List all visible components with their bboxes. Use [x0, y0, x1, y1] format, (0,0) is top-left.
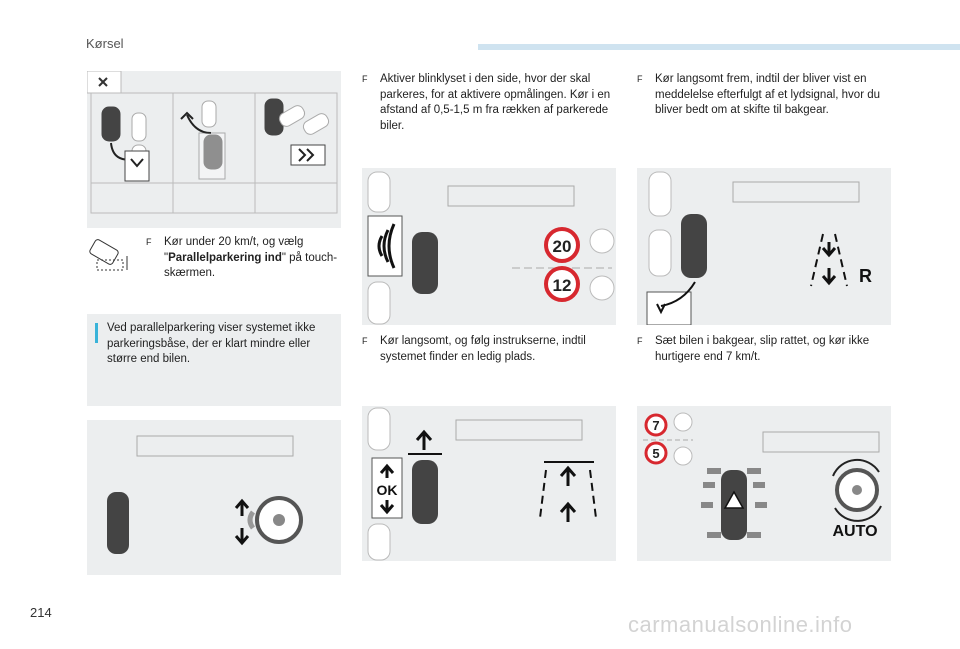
speed-value-5: 5 [652, 446, 660, 461]
step-drive-forward: F Kør langsomt frem, indtil der bliver vist en meddelelse efterfulgt af et lydsignal, hvor du bliver bedt om at skifte til bakgear. [637, 73, 881, 116]
scanning-illustration [362, 168, 616, 325]
step-blinker: F Aktiver blinklyset i den side, hvor der skal parkeres, for at aktivere opmålingen. Kør i en afstand af 0,5-1,5 m fra rækken af parkerede biler. [362, 73, 611, 132]
info-note [87, 314, 341, 406]
car-icon [412, 232, 438, 294]
steering-illustration [87, 420, 341, 575]
steering-wheel-icon [674, 447, 692, 465]
parking-mode-illustration [87, 71, 341, 228]
header-bar [478, 44, 960, 50]
step-bullet: F [362, 336, 368, 346]
step-bullet: F [362, 74, 368, 84]
auto-label: AUTO [832, 523, 878, 540]
step-bullet: F [637, 74, 643, 84]
steering-wheel-icon [674, 413, 692, 431]
info-note-bar [95, 323, 98, 343]
steering-wheel-icon [590, 276, 614, 300]
reverse-gear-label: R [859, 266, 872, 286]
page-number: 214 [30, 605, 52, 620]
ok-label: OK [376, 482, 398, 498]
ok-guidance-illustration [362, 406, 616, 561]
steering-wheel-icon [590, 229, 614, 253]
parallel-parking-label: Parallelparkering ind [168, 251, 282, 264]
step-reverse: F Sæt bilen i bakgear, slip rattet, og kør ikke hurtigere end 7 km/t. [637, 335, 870, 363]
speed-value-12: 12 [552, 276, 572, 295]
speed-value-20: 20 [552, 237, 572, 256]
step-bullet: F [146, 237, 152, 247]
reverse-prompt-illustration [637, 168, 891, 325]
speed-value-7: 7 [652, 418, 660, 433]
watermark: carmanualsonline.info [628, 612, 853, 637]
step-bullet: F [637, 336, 643, 346]
step-select-parking: F Kør under 20 km/t, og vælg "Parallelparkering ind" på touch-skærmen. [146, 236, 338, 279]
step-drive-slowly: F Kør langsomt, og følg instrukserne, indtil systemet finder en ledig plads. [362, 335, 586, 363]
parking-button-icon [87, 238, 133, 274]
info-note-text: Ved parallelparkering viser systemet ikke parkeringsbåse, der er klart mindre eller større end bilen. [107, 322, 316, 365]
car-icon [107, 492, 129, 554]
car-icon [681, 214, 707, 278]
car-icon [412, 460, 438, 524]
auto-steering-illustration [637, 406, 891, 561]
section-title: Kørsel [86, 36, 124, 51]
